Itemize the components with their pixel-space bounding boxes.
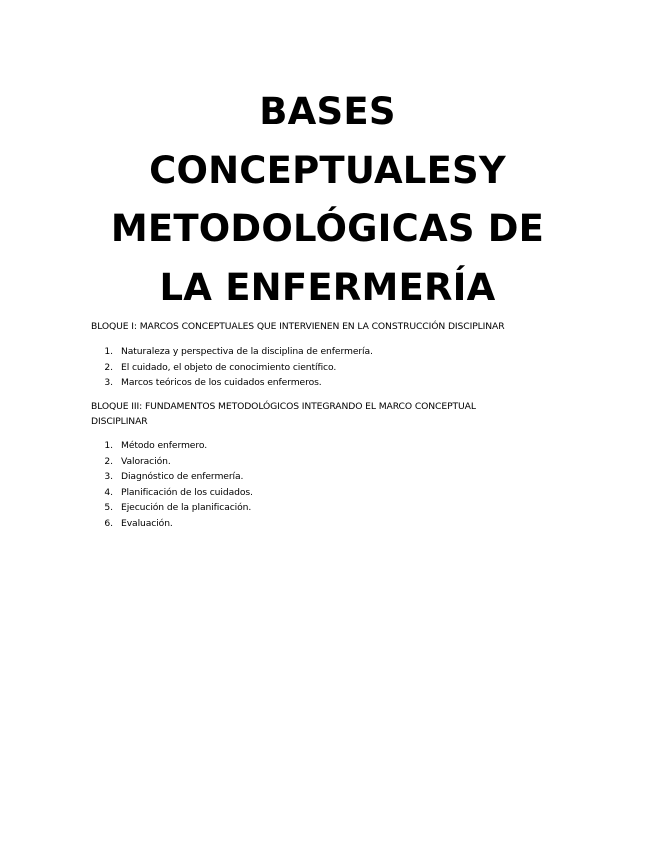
title-line: METODOLÓGICAS DE (110, 207, 545, 250)
list-item (91, 344, 373, 360)
title-line: BASES (259, 90, 396, 133)
title-line: CONCEPTUALESY (149, 148, 506, 192)
list-item-number: 3. (104, 377, 113, 388)
list-item (91, 516, 253, 532)
list-item-text: Método enfermero. (121, 440, 208, 451)
list-item-text: Naturaleza y perspectiva de la disciplina de enfermería. (121, 346, 373, 357)
list-item (91, 438, 253, 454)
list-item-text: Diagnóstico de enfermería. (121, 471, 244, 482)
list-item-text: Marcos teóricos de los cuidados enfermeros. (121, 377, 322, 388)
list-item-number: 1. (104, 440, 113, 451)
list-item-number: 4. (104, 486, 113, 498)
list-item (91, 375, 373, 391)
list-item-text: El cuidado, el objeto de conocimiento científico. (121, 361, 337, 373)
section-heading-bloque-1: BLOQUE I: MARCOS CONCEPTUALES QUE INTERVIENEN EN LA CONSTRUCCIÓN DISCIPLINAR (91, 321, 505, 332)
list-item (91, 500, 253, 516)
list-item (91, 485, 253, 501)
list-item-number: 2. (104, 455, 113, 467)
list-item-number: 6. (104, 517, 113, 529)
list-item-number: 2. (104, 361, 113, 373)
title-line: LA ENFERMERÍA (159, 265, 496, 309)
list-item-text: Ejecución de la planificación. (121, 502, 252, 513)
list-item-text: Evaluación. (121, 517, 173, 529)
section-heading-bloque-3: BLOQUE III: FUNDAMENTOS METODOLÓGICOS INTEGRANDO EL MARCO CONCEPTUAL DISCIPLINAR (91, 401, 476, 427)
topic-list-bloque-3 (91, 438, 253, 531)
list-item-number: 5. (104, 502, 113, 513)
list-item-number: 3. (104, 471, 113, 482)
list-item-text: Valoración. (121, 455, 171, 467)
document-title (80, 83, 575, 317)
list-item-number: 1. (104, 346, 113, 357)
list-item (91, 454, 253, 470)
list-item (91, 469, 253, 485)
topic-list-bloque-1 (91, 344, 373, 391)
list-item (91, 360, 373, 376)
list-item-text: Planificación de los cuidados. (121, 486, 253, 498)
